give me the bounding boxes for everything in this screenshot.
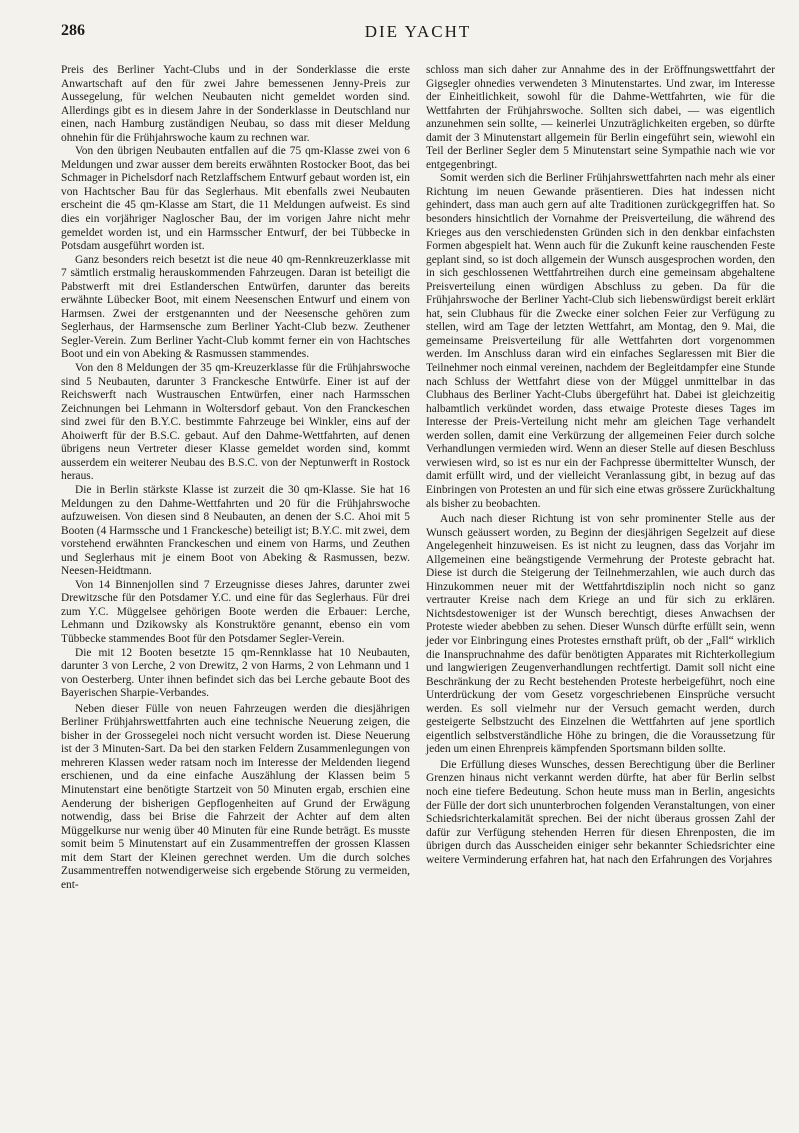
paragraph: Somit werden sich die Berliner Frühjahrswettfahrten nach mehr als einer Richtung im neuen Gewande präsentieren. Dies hat indessen nicht gehindert, dass man auch gern auf alte Traditionen zurückgegriffen hat. So besonders hinsichtlich der Vornahme der Preisverteilung, die während des Krieges aus den verschiedensten Gründen sich in den denkbar einfachsten Formen abgespielt hat. Wenn auch für die Zukunft keine rauschenden Feste geplant sind, so ist doch allgemein der Wunsch ausgesprochen worden, den in sich geschlossenen Wettfahrtreihen durch eine gemeinsam abgehaltene Preisverteilung einen würdigen Abschluss zu geben. Da für die Frühjahrswoche der Berliner Yacht-Club sich liebenswürdigst bereit erklärt hat, sein Clubhaus für die Zwecke einer solchen Feier zur Verfügung zu stellen, wird am Tage der letzten Wettfahrt, am Montag, den 9. Mai, die gemeinsame Preisverteilung für alle Wettfahrten dort vorgenommen werden. Im Anschluss daran wird ein einfaches Seglaressen mit Bier die Teilnehmer noch einmal vereinen, nachdem der Begleitdampfer eine Stunde nach Schluss der Wettfahrt diese von der Müggel unmittelbar in das Clubhaus des Berliner Yacht-Clubs übergeführt hat. Dabei ist gleichzeitig halbamtlich verkündet worden, dass etwaige Proteste dieses Tages im Interesse der Preis-Verteilung nicht mehr am gleichen Tage verhandelt werden sollen, damit eine Verkürzung der allgemeinen Feier durch solche Verhandlungen vermieden wird. Wenn an dieser Stelle auf diesen Beschluss verwiesen wird, so ist es nur ein der Fachpresse übermittelter Wunsch, der damit erfüllt wird, und der vielleicht Veranlassung gibt, in bezug auf das Einbringen von Protesten an und für sich eine etwas grössere Zurückhaltung als bisher zu beobachten. [426, 172, 775, 510]
text-columns [61, 64, 775, 892]
left-column [61, 64, 410, 892]
paragraph: Neben dieser Fülle von neuen Fahrzeugen werden die diesjährigen Berliner Frühjahrswettfahrten auch eine technische Neuerung zeigen, die bisher in der Grossegelei noch nicht versucht worden ist. Diese Neuerung ist der 3 Minuten-Sart. Da bei den starken Feldern Zusammenlegungen von mehreren Klassen weder ratsam noch im Interesse der Meldenden liegend erschienen, und da eine einfache Auszählung der Klassen beim 5 Minutenstart eine benötigte Startzeit von 50 Minuten ergab, erschien eine Aenderung der bisherigen Gepflogenheiten auf Grund der Erwägung notwendig, dass bei Brise die Fahrzeit der Achter auf dem alten Müggelkurse nur wenig über 40 Minuten für eine Runde beträgt. Es musste somit beim 5 Minutenstart auf ein Zusammentreffen der grossen Klassen mit dem Start der Kleinen gerechnet werden. Um die durch solches Zusammentreffen notwendigerweise sich ergebende Störung zu vermeiden, ent- [61, 702, 410, 891]
right-column [426, 64, 775, 892]
paragraph: Die Erfüllung dieses Wunsches, dessen Berechtigung über die Berliner Grenzen hinaus nicht verkannt werden dürfte, hat aber für Berlin selbst noch eine tiefere Bedeutung. Schon heute muss man in Berlin, angesichts der Fülle der dort sich ununterbrochen folgenden Veranstaltungen, von einer Schiedsrichterkalamität sprechen. Bei der nicht überaus grossen Zahl der dafür zur Verfügung stehenden Herren für diesen Ehrenposten, die im übrigen durch das Ausscheiden einiger sehr bekannter Schiedsrichter eine weitere Verminderung erfahren hat, hat nach den Erfahrungen des Vorjahres [426, 758, 775, 866]
paragraph: Auch nach dieser Richtung ist von sehr prominenter Stelle aus der Wunsch geäussert worden, zu Beginn der diesjährigen Segelzeit auf diese Angelegenheit hinzuweisen. Es ist nicht zu leugnen, dass das Vorjahr im Allgemeinen eine beängstigende Vermehrung der Proteste gebracht hat. Diese ist durch die Steigerung der Teilnehmerzahlen, wie auch durch das Hinzukommen neuer mit der Wettfahrtdisziplin noch nicht so ganz vertrauter Kreise nach dem Kriege an und für sich zu erklären. Nichtsdestoweniger ist der Wunsch berechtigt, dieses Anwachsen der Proteste wieder abebben zu sehen. Dieser Wunsch dürfte erfüllt sein, wenn jeder vor Einbringung eines Protestes ernsthaft prüft, ob der „Fall“ wirklich die Inanspruchnahme des dafür benötigten Apparates mit Richterkollegium und langwierigen Zeugenverhandlungen rechtfertigt. Damit soll nicht eine Beschränkung der zu Recht bestehenden Proteste herbeigeführt, noch eine Unterdrückung der vom Gesetz vorgeschriebenen Einsprüche versucht werden. Es soll vielmehr nur der Versuch gemacht werden, durch gesteigerte Selbstzucht des Einzelnen die Wettfahrten auf jene sportlich eigentlich selbstverständliche Höhe zu bringen, die die Voraussetzung für jeden um einen Ehrenpreis kämpfenden Sportsmann bilden sollte. [426, 513, 775, 756]
paragraph: Preis des Berliner Yacht-Clubs und in der Sonderklasse die erste Anwartschaft auf den für zwei Jahre bemessenen Jenny-Preis zur Aussegelung, für welchen Neubauten nicht gemeldet worden sind. Allerdings gibt es in diesem Jahre in der Sonderklasse in Deutschland nur einen, nach Hamburg zuständigen Neubau, so dass mit dieser Meldung ohnehin für die Frühjahrswoche kaum zu rechnen war. [61, 64, 410, 144]
page-number: 286 [61, 22, 85, 39]
paragraph: Die mit 12 Booten besetzte 15 qm-Rennklasse hat 10 Neubauten, darunter 3 von Lerche, 2 von Drewitz, 2 von Harms, 2 von Lehmann und 1 von Oesterberg. Unter ihnen befindet sich das bei Lerche gebaute Boot des Bayerischen Sharpie-Verbandes. [61, 646, 410, 700]
paragraph: Von 14 Binnenjollen sind 7 Erzeugnisse dieses Jahres, darunter zwei Drewitzsche für den Potsdamer Y.C. und eine für das Seglerhaus. Für drei zum Y.C. Müggelsee gehörigen Boote werden die Erbauer: Lerche, Lehmann und Dzikowsky als Konstruktöre genannt, ebenso ein vom Tübbecke stammendes Boot für den Potsdamer Segler-Verein. [61, 578, 410, 645]
paragraph: Von den übrigen Neubauten entfallen auf die 75 qm-Klasse zwei von 6 Meldungen und zwar ausser dem bereits erwähnten Rostocker Boot, das bei Schmager in Pichelsdorf nach Retzlaffschem Entwurf gebaut worden ist, ein von Hachtscher Bau für das Seglerhaus. Mit ebenfalls zwei Neubauten erscheint die 45 qm-Klasse am Start, die 11 Meldungen aufweist. Es sind dies ein vorjähriger Nagloscher Bau, der im vorigen Jahre nicht mehr gemeldet worden ist, und ein Harmsscher Entwurf, der bei Tübbecke in Potsdam ausgeführt worden ist. [61, 145, 410, 253]
paragraph: schloss man sich daher zur Annahme des in der Eröffnungswettfahrt der Gigsegler ohnedies verwendeten 3 Minutenstartes. Und zwar, im Interesse der Einheitlichkeit, sowohl für die Dahme-Wettfahrten, wie für die Wettfahrten der Frühjahrswoche. Sollten sich dabei, — was eigentlich anzunehmen sein sollte, — keinerlei Unzuträglichkeiten ergeben, so dürfte damit der 3 Minutenstart allgemein für Berlin eingeführt sein, wiewohl ein Teil der Berliner Segler dem 5 Minutenstart seine Sympathie nach wie vor entgegenbringt. [426, 64, 775, 171]
paragraph: Die in Berlin stärkste Klasse ist zurzeit die 30 qm-Klasse. Sie hat 16 Meldungen zu den Dahme-Wettfahrten und 20 für die Frühjahrswoche aufzuweisen. Von diesen sind 8 Neubauten, an denen der S.C. Ahoi mit 5 Booten (4 Harmssche und 1 Franckesche) beteiligt ist; B.Y.C. mit zwei, dem vorstehend erwähnten Franckeschen und einem von Harms, und Zeuthen und Seglerhaus mit je einem Boot von Abeking & Rasmussen, bezw. Neesen-Heidtmann. [61, 483, 410, 578]
paragraph: Von den 8 Meldungen der 35 qm-Kreuzerklasse für die Frühjahrswoche sind 5 Neubauten, darunter 3 Franckesche Entwürfe. Einer ist auf der Reichswerft nach Wustrauschen Entwürfen, einer nach Harmsschen Zeichnungen bei Lehmann in Woltersdorf gebaut. Von den Franckeschen sind zwei für den B.Y.C. bestimmte Fahrzeuge bei Winkler, eins auf der Ahoiwerft für der B.S.C. gebaut. Auf den Dahme-Wettfahrten, auf denen übrigens neun Vertreter dieser Klasse gemeldet worden sind, kommt ausserdem ein weiterer Neubau des B.S.C. von der Neptunwerft in Rostock heraus. [61, 362, 410, 483]
paragraph: Ganz besonders reich besetzt ist die neue 40 qm-Rennkreuzerklasse mit 7 sämtlich erstmalig herauskommenden Fahrzeugen. Daran ist beteiligt die Pabstwerft mit drei Estlanderschen Entwürfen, darunter das bereits erwähnte Lübecker Boot, mit einem Neesenschen Entwurf und einem von Harmsen. Zwei der erstgenannten und der Neesensche gehören zum Seglerhaus, der Harmsensche zum Berliner Yacht-Club bezw. Zeuthener Segler-Verein. Zum Berliner Yacht-Club kommt ferner ein von Hachtsches Boot und ein von Abeking & Rasmussen stammendes. [61, 253, 410, 361]
page-header [61, 20, 775, 64]
running-title: DIE YACHT [364, 22, 472, 41]
